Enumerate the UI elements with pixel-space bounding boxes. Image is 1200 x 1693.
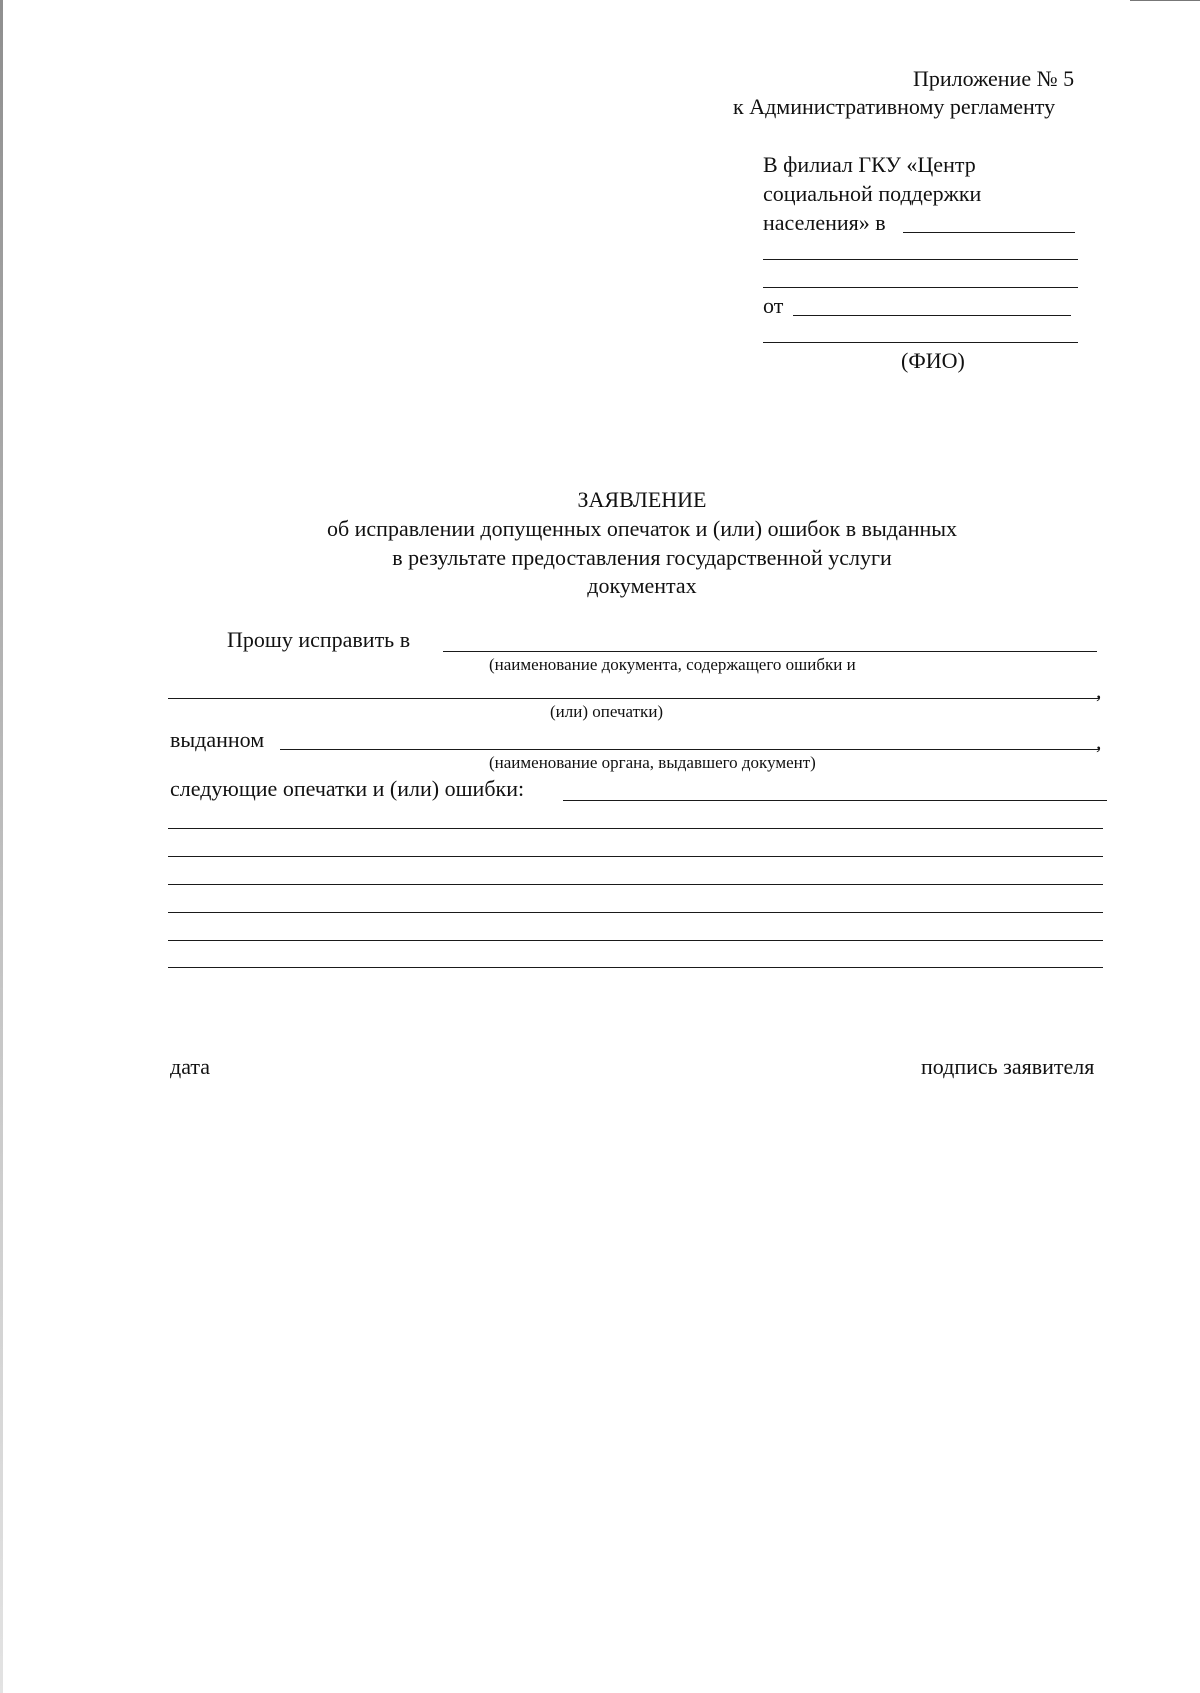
branch-location-field[interactable]: [903, 232, 1075, 233]
title-line-1: об исправлении допущенных опечаток и (или) ошибок в выданных: [326, 516, 958, 541]
addressee-line-3: населения» в: [763, 210, 886, 235]
errors-field-line-0[interactable]: [563, 800, 1107, 801]
regulation-reference: к Административному регламенту: [733, 94, 1056, 119]
errors-field-line-2[interactable]: [168, 856, 1103, 857]
comma-mark: ,: [1096, 678, 1102, 703]
request-label: Прошу исправить в: [227, 627, 411, 652]
date-label: дата: [170, 1054, 211, 1079]
errors-field-line-4[interactable]: [168, 912, 1103, 913]
issuing-authority-field[interactable]: [280, 749, 1099, 750]
addressee-blank-line-2[interactable]: [763, 287, 1078, 288]
addressee-blank-line-1[interactable]: [763, 259, 1078, 260]
applicant-name-field[interactable]: [793, 315, 1071, 316]
addressee-line-2: социальной поддержки: [763, 181, 982, 206]
applicant-name-field-2[interactable]: [763, 342, 1078, 343]
document-name-hint: (наименование документа, содержащего ошибки и: [489, 655, 856, 674]
issuing-authority-hint: (наименование органа, выдавшего документ): [489, 753, 816, 772]
errors-field-line-6[interactable]: [168, 967, 1103, 968]
title-line-2: в результате предоставления государственной услуги: [392, 545, 892, 570]
errors-field-line-3[interactable]: [168, 884, 1103, 885]
document-name-field[interactable]: [443, 651, 1097, 652]
fio-caption: (ФИО): [901, 348, 965, 373]
addressee-line-1: В филиал ГКУ «Центр: [763, 152, 976, 177]
document-name-hint-2: (или) опечатки): [550, 702, 664, 721]
issued-label: выданном: [170, 727, 265, 752]
scan-edge-mark: [1130, 0, 1200, 1]
signature-label: подпись заявителя: [921, 1054, 1095, 1079]
appendix-number: Приложение № 5: [913, 66, 1075, 91]
scan-edge-shadow: [0, 0, 3, 1693]
errors-label: следующие опечатки и (или) ошибки:: [170, 776, 525, 801]
from-label: от: [763, 293, 784, 318]
errors-field-line-5[interactable]: [168, 940, 1103, 941]
title-line-3: документах: [587, 573, 697, 598]
comma-mark-2: ,: [1096, 729, 1102, 754]
document-name-field-2[interactable]: [168, 698, 1099, 699]
errors-field-line-1[interactable]: [168, 828, 1103, 829]
document-heading: ЗАЯВЛЕНИЕ: [577, 487, 707, 512]
